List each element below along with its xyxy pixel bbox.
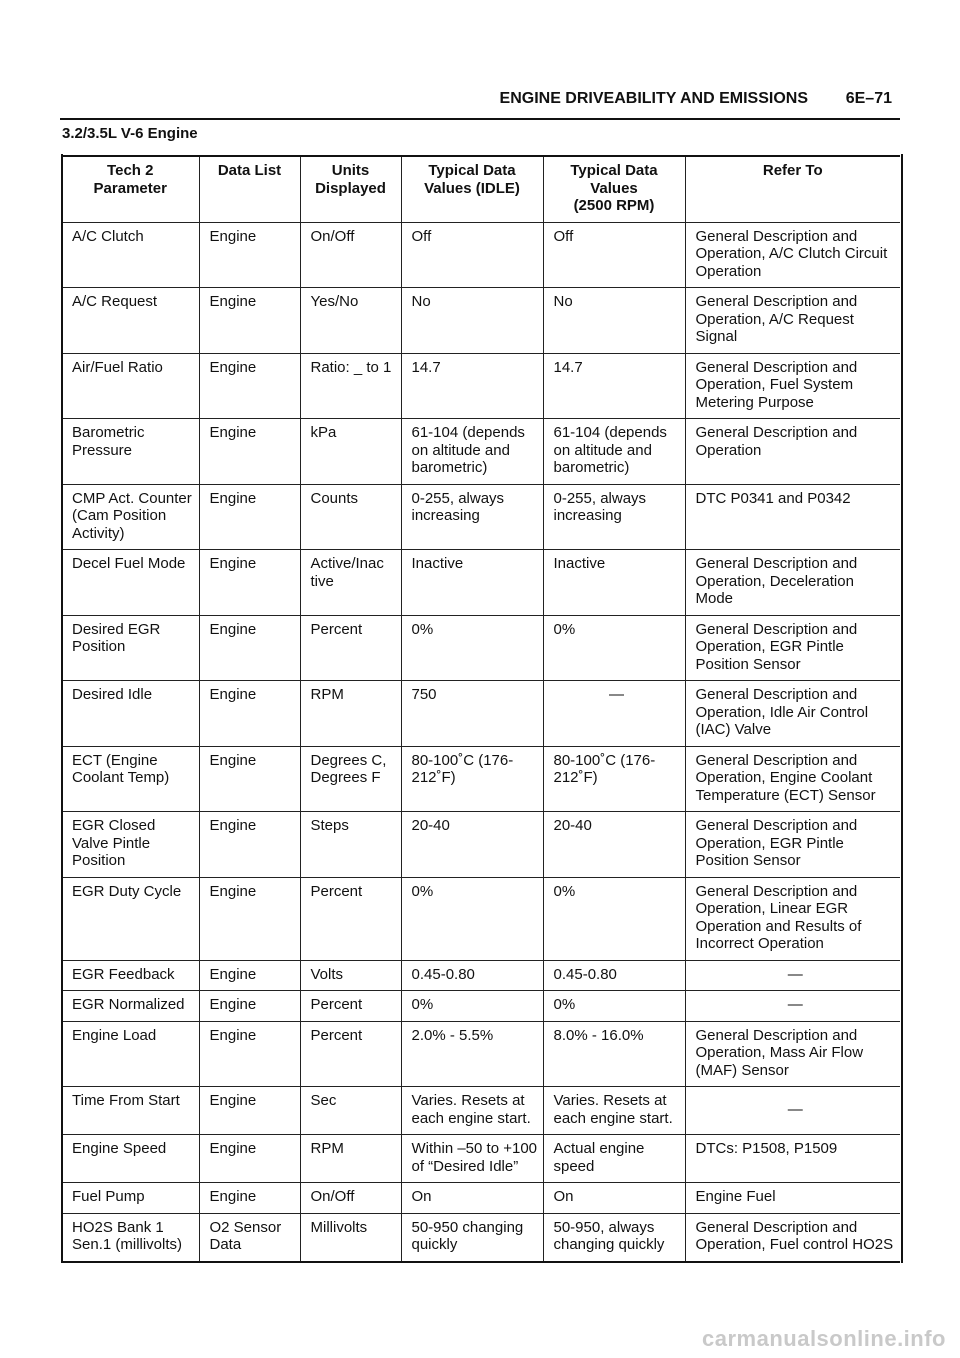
table-cell: Inactive xyxy=(401,550,543,616)
table-cell: 80-100˚C (176-212˚F) xyxy=(543,746,685,812)
table-cell: General Description and Operation, Linear EGR Operation and Results of Incorrect Operation xyxy=(685,877,900,960)
table-cell: Percent xyxy=(300,615,401,681)
table-cell: 0% xyxy=(543,615,685,681)
table-cell: Percent xyxy=(300,877,401,960)
table-cell: General Description and Operation, Deceleration Mode xyxy=(685,550,900,616)
table-cell: Varies. Resets at each engine start. xyxy=(401,1087,543,1135)
column-header: Tech 2 Parameter xyxy=(62,156,199,222)
table-cell: O2 Sensor Data xyxy=(199,1213,300,1262)
table-cell: General Description and Operation, A/C Clutch Circuit Operation xyxy=(685,222,900,288)
table-row xyxy=(62,615,900,681)
table-row xyxy=(62,353,900,419)
table-cell: RPM xyxy=(300,681,401,747)
table-cell: Varies. Resets at each engine start. xyxy=(543,1087,685,1135)
table-cell: General Description and Operation, Idle Air Control (IAC) Valve xyxy=(685,681,900,747)
table-cell: Engine xyxy=(199,353,300,419)
watermark: carmanualsonline.info xyxy=(702,1326,946,1351)
table-cell: EGR Closed Valve Pintle Position xyxy=(62,812,199,878)
table-cell: Ratio: _ to 1 xyxy=(300,353,401,419)
table-cell: Counts xyxy=(300,484,401,550)
table-cell: General Description and Operation, Fuel System Metering Purpose xyxy=(685,353,900,419)
table-cell: General Description and Operation, EGR Pintle Position Sensor xyxy=(685,812,900,878)
table-cell: Engine xyxy=(199,991,300,1022)
table-cell: 50-950, always changing quickly xyxy=(543,1213,685,1262)
page-number: 6E–71 xyxy=(845,90,892,107)
column-header: Typical Data Values (IDLE) xyxy=(401,156,543,222)
table-cell: General Description and Operation xyxy=(685,419,900,485)
table-row xyxy=(62,550,900,616)
table-cell: Engine xyxy=(199,615,300,681)
table-cell: General Description and Operation, Engine Coolant Temperature (ECT) Sensor xyxy=(685,746,900,812)
table-cell: 0% xyxy=(543,991,685,1022)
table-cell: kPa xyxy=(300,419,401,485)
table-cell: Steps xyxy=(300,812,401,878)
table-cell: 80-100˚C (176-212˚F) xyxy=(401,746,543,812)
table-cell: Engine xyxy=(199,877,300,960)
table-cell: Off xyxy=(401,222,543,288)
table-cell: EGR Normalized xyxy=(62,991,199,1022)
table-cell: Engine xyxy=(199,1087,300,1135)
table-cell: Desired EGR Position xyxy=(62,615,199,681)
table-row xyxy=(62,288,900,354)
table-cell: Actual engine speed xyxy=(543,1135,685,1183)
table-cell: 61-104 (depends on altitude and barometric) xyxy=(401,419,543,485)
table-cell: No xyxy=(543,288,685,354)
table-row xyxy=(62,1183,900,1214)
table-cell: — xyxy=(543,681,685,747)
table-cell: General Description and Operation, Fuel control HO2S xyxy=(685,1213,900,1262)
table-cell: A/C Request xyxy=(62,288,199,354)
table-cell: Engine xyxy=(199,484,300,550)
table-row xyxy=(62,1213,900,1262)
table-cell: Barometric Pressure xyxy=(62,419,199,485)
table-cell: 0% xyxy=(401,615,543,681)
table-cell: Engine xyxy=(199,288,300,354)
table-row xyxy=(62,419,900,485)
table-cell: Air/Fuel Ratio xyxy=(62,353,199,419)
table-cell: A/C Clutch xyxy=(62,222,199,288)
table-cell: EGR Feedback xyxy=(62,960,199,991)
section-title: ENGINE DRIVEABILITY AND EMISSIONS xyxy=(499,90,808,107)
table-cell: Inactive xyxy=(543,550,685,616)
table-cell: On/Off xyxy=(300,222,401,288)
table-cell: Fuel Pump xyxy=(62,1183,199,1214)
table-cell: Engine xyxy=(199,960,300,991)
table-cell: Engine xyxy=(199,681,300,747)
table-cell: — xyxy=(685,1087,900,1135)
table-cell: Time From Start xyxy=(62,1087,199,1135)
engine-subtitle: 3.2/3.5L V-6 Engine xyxy=(62,125,198,142)
table-cell: 0% xyxy=(401,877,543,960)
table-row xyxy=(62,960,900,991)
table-cell: Engine xyxy=(199,222,300,288)
table-cell: Degrees C, Degrees F xyxy=(300,746,401,812)
table-cell: Engine xyxy=(199,1135,300,1183)
table-row xyxy=(62,484,900,550)
table-row xyxy=(62,681,900,747)
column-header: Units Displayed xyxy=(300,156,401,222)
table-cell: 0-255, always increasing xyxy=(401,484,543,550)
table-row xyxy=(62,746,900,812)
table-cell: ECT (Engine Coolant Temp) xyxy=(62,746,199,812)
table-cell: 50-950 changing quickly xyxy=(401,1213,543,1262)
table-cell: 14.7 xyxy=(401,353,543,419)
table-cell: — xyxy=(685,991,900,1022)
table-cell: On xyxy=(401,1183,543,1214)
table-row xyxy=(62,1021,900,1087)
table-cell: Off xyxy=(543,222,685,288)
column-header: Typical Data Values (2500 RPM) xyxy=(543,156,685,222)
table-cell: Engine xyxy=(199,1021,300,1087)
table-cell: 8.0% - 16.0% xyxy=(543,1021,685,1087)
table-row xyxy=(62,1135,900,1183)
table-cell: Engine Speed xyxy=(62,1135,199,1183)
page-header xyxy=(60,88,900,120)
table-cell: 0-255, always increasing xyxy=(543,484,685,550)
table-cell: Sec xyxy=(300,1087,401,1135)
table-cell: 0% xyxy=(543,877,685,960)
table-cell: 0% xyxy=(401,991,543,1022)
table-cell: 750 xyxy=(401,681,543,747)
table-cell: Engine Load xyxy=(62,1021,199,1087)
table-cell: 0.45-0.80 xyxy=(401,960,543,991)
table-row xyxy=(62,991,900,1022)
table-row xyxy=(62,222,900,288)
table-cell: 0.45-0.80 xyxy=(543,960,685,991)
table-cell: General Description and Operation, EGR Pintle Position Sensor xyxy=(685,615,900,681)
table-cell: General Description and Operation, Mass Air Flow (MAF) Sensor xyxy=(685,1021,900,1087)
table-cell: Percent xyxy=(300,1021,401,1087)
table-cell: HO2S Bank 1 Sen.1 (millivolts) xyxy=(62,1213,199,1262)
table-cell: Engine xyxy=(199,812,300,878)
table-cell: Engine xyxy=(199,746,300,812)
column-header: Data List xyxy=(199,156,300,222)
table-cell: Decel Fuel Mode xyxy=(62,550,199,616)
table-cell: DTCs: P1508, P1509 xyxy=(685,1135,900,1183)
table-cell: On xyxy=(543,1183,685,1214)
table-cell: 14.7 xyxy=(543,353,685,419)
table-cell: Millivolts xyxy=(300,1213,401,1262)
table-cell: 61-104 (depends on altitude and barometric) xyxy=(543,419,685,485)
table-cell: Active/Inac tive xyxy=(300,550,401,616)
table-cell: Engine Fuel xyxy=(685,1183,900,1214)
table-cell: RPM xyxy=(300,1135,401,1183)
tech2-parameter-table xyxy=(62,155,900,1263)
table-cell: EGR Duty Cycle xyxy=(62,877,199,960)
table-cell: 20-40 xyxy=(543,812,685,878)
table-cell: CMP Act. Counter (Cam Position Activity) xyxy=(62,484,199,550)
table-row xyxy=(62,1087,900,1135)
table-cell: 2.0% - 5.5% xyxy=(401,1021,543,1087)
table-cell: 20-40 xyxy=(401,812,543,878)
table-header-row xyxy=(62,156,900,222)
table-cell: DTC P0341 and P0342 xyxy=(685,484,900,550)
table-row xyxy=(62,812,900,878)
column-header: Refer To xyxy=(685,156,900,222)
table-row xyxy=(62,877,900,960)
table-cell: Volts xyxy=(300,960,401,991)
table-cell: Within –50 to +100 of “Desired Idle” xyxy=(401,1135,543,1183)
table-cell: Yes/No xyxy=(300,288,401,354)
table-cell: No xyxy=(401,288,543,354)
table-body xyxy=(62,222,900,1262)
table-cell: Engine xyxy=(199,419,300,485)
table-cell: Desired Idle xyxy=(62,681,199,747)
table-cell: Engine xyxy=(199,1183,300,1214)
table-cell: — xyxy=(685,960,900,991)
table-cell: On/Off xyxy=(300,1183,401,1214)
table-cell: General Description and Operation, A/C Request Signal xyxy=(685,288,900,354)
table-cell: Engine xyxy=(199,550,300,616)
table-cell: Percent xyxy=(300,991,401,1022)
